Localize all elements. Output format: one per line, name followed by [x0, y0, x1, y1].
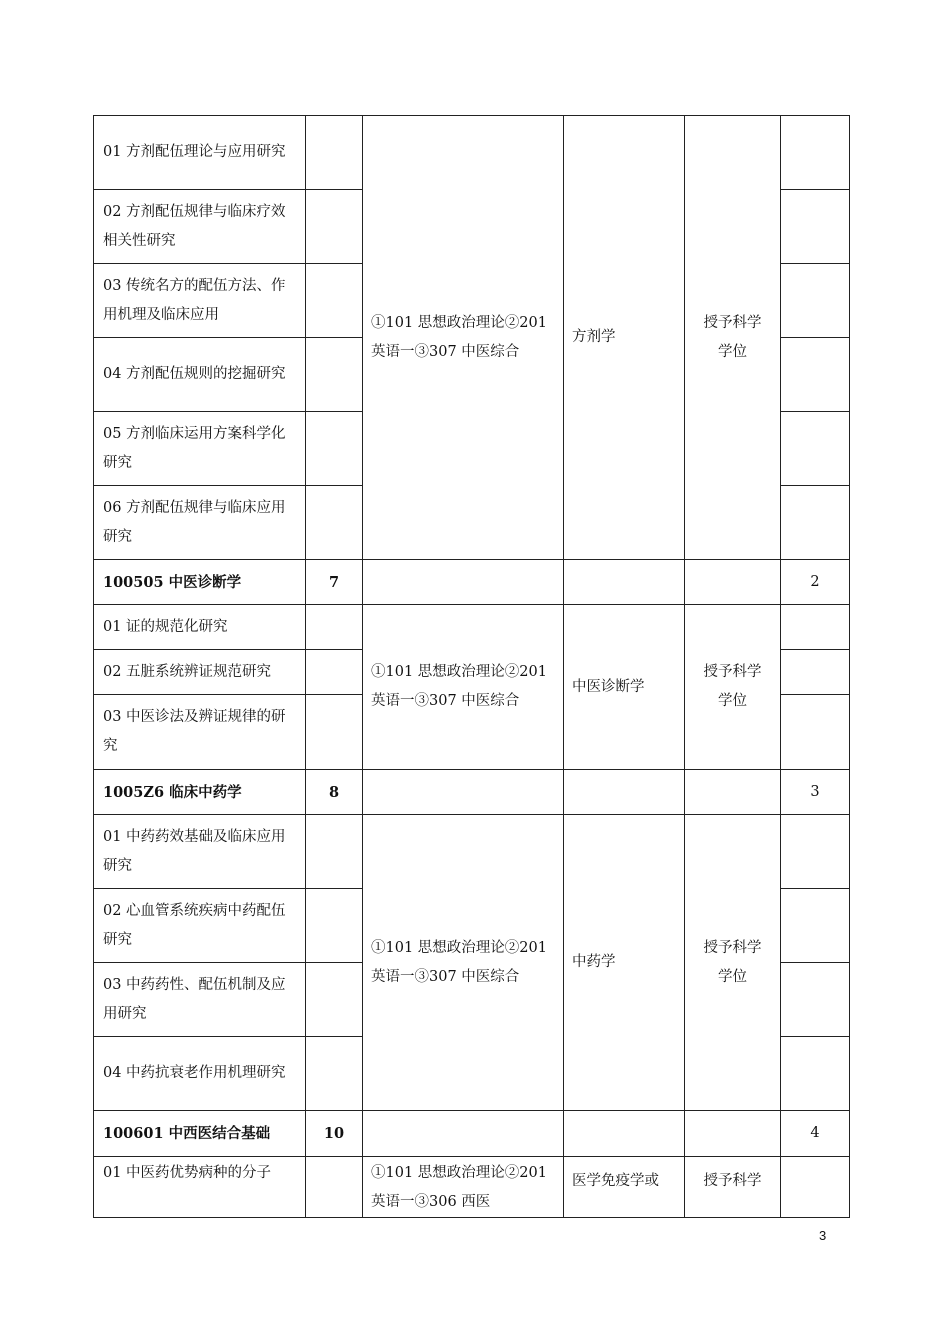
empty-cell	[685, 1111, 781, 1157]
quota-cell	[306, 815, 363, 889]
retest-subject: 方剂学	[564, 116, 685, 560]
empty-cell	[685, 770, 781, 815]
degree-type: 授予科学学位	[685, 815, 781, 1111]
note-cell	[781, 264, 850, 338]
exam-subjects: ①101 思想政治理论②201 英语一③307 中医综合	[363, 605, 564, 770]
note-cell	[781, 486, 850, 560]
empty-cell	[564, 770, 685, 815]
note-cell	[781, 695, 850, 770]
major-row	[94, 1111, 850, 1157]
quota-cell	[306, 116, 363, 190]
major-row	[94, 560, 850, 605]
quota-cell	[306, 486, 363, 560]
table-row	[94, 1157, 850, 1218]
note-cell	[781, 412, 850, 486]
exam-subjects: ①101 思想政治理论②201 英语一③307 中医综合	[363, 815, 564, 1111]
retest-subject: 中医诊断学	[564, 605, 685, 770]
note-cell	[781, 963, 850, 1037]
quota-cell	[306, 1157, 363, 1218]
research-direction: 02 方剂配伍规律与临床疗效相关性研究	[94, 190, 306, 264]
major-name: 100601 中西医结合基础	[94, 1111, 306, 1157]
research-direction: 01 方剂配伍理论与应用研究	[94, 116, 306, 190]
quota-cell	[306, 695, 363, 770]
quota-cell	[306, 264, 363, 338]
exam-subjects: ①101 思想政治理论②201 英语一③306 西医	[363, 1157, 564, 1218]
empty-cell	[363, 770, 564, 815]
research-direction: 04 方剂配伍规则的挖掘研究	[94, 338, 306, 412]
research-direction: 02 心血管系统疾病中药配伍研究	[94, 889, 306, 963]
admissions-table	[93, 115, 850, 1218]
major-name: 100505 中医诊断学	[94, 560, 306, 605]
research-direction: 03 中药药性、配伍机制及应用研究	[94, 963, 306, 1037]
quota-cell	[306, 338, 363, 412]
note-cell	[781, 650, 850, 695]
quota-cell	[306, 889, 363, 963]
quota-cell	[306, 963, 363, 1037]
quota-cell	[306, 412, 363, 486]
research-direction: 03 中医诊法及辨证规律的研究	[94, 695, 306, 770]
note-cell	[781, 605, 850, 650]
retest-subject: 中药学	[564, 815, 685, 1111]
research-direction: 02 五脏系统辨证规范研究	[94, 650, 306, 695]
empty-cell	[363, 1111, 564, 1157]
empty-cell	[564, 560, 685, 605]
note-cell	[781, 116, 850, 190]
table-row	[94, 815, 850, 889]
major-quota: 10	[306, 1111, 363, 1157]
quota-cell	[306, 650, 363, 695]
research-direction: 06 方剂配伍规律与临床应用研究	[94, 486, 306, 560]
major-note: 4	[781, 1111, 850, 1157]
empty-cell	[363, 560, 564, 605]
research-direction: 01 中医药优势病种的分子	[94, 1157, 306, 1218]
empty-cell	[685, 560, 781, 605]
note-cell	[781, 815, 850, 889]
major-note: 2	[781, 560, 850, 605]
research-direction: 04 中药抗衰老作用机理研究	[94, 1037, 306, 1111]
table-row	[94, 116, 850, 190]
note-cell	[781, 338, 850, 412]
major-name: 1005Z6 临床中药学	[94, 770, 306, 815]
quota-cell	[306, 1037, 363, 1111]
research-direction: 03 传统名方的配伍方法、作用机理及临床应用	[94, 264, 306, 338]
research-direction: 01 中药药效基础及临床应用研究	[94, 815, 306, 889]
major-quota: 8	[306, 770, 363, 815]
quota-cell	[306, 190, 363, 264]
research-direction: 05 方剂临床运用方案科学化研究	[94, 412, 306, 486]
empty-cell	[564, 1111, 685, 1157]
table-row	[94, 605, 850, 650]
major-note: 3	[781, 770, 850, 815]
exam-subjects: ①101 思想政治理论②201 英语一③307 中医综合	[363, 116, 564, 560]
retest-subject: 医学免疫学或	[564, 1157, 685, 1218]
note-cell	[781, 190, 850, 264]
degree-type: 授予科学	[685, 1157, 781, 1218]
research-direction: 01 证的规范化研究	[94, 605, 306, 650]
note-cell	[781, 1037, 850, 1111]
major-quota: 7	[306, 560, 363, 605]
note-cell	[781, 889, 850, 963]
note-cell	[781, 1157, 850, 1218]
page-number: 3	[819, 1228, 827, 1243]
quota-cell	[306, 605, 363, 650]
major-row	[94, 770, 850, 815]
degree-type: 授予科学学位	[685, 116, 781, 560]
degree-type: 授予科学学位	[685, 605, 781, 770]
